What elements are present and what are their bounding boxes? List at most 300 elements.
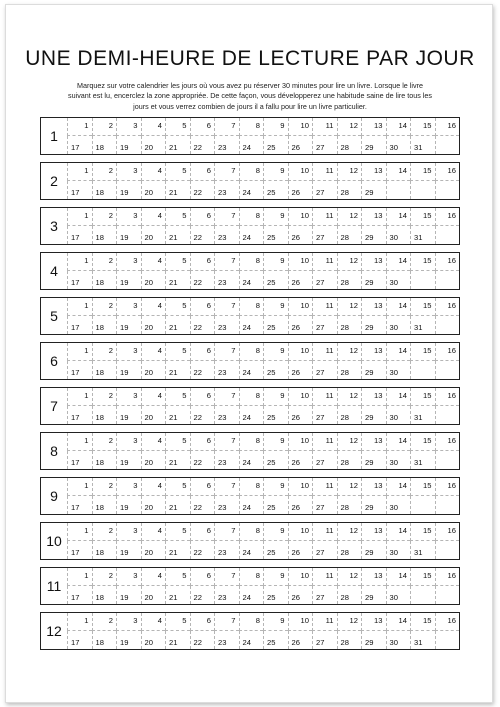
day-cell[interactable]: 19 bbox=[116, 496, 141, 514]
day-cell[interactable]: 20 bbox=[141, 586, 166, 604]
day-cell[interactable]: 27 bbox=[312, 316, 337, 334]
day-cell[interactable]: 22 bbox=[190, 451, 215, 469]
day-cell[interactable]: 18 bbox=[92, 406, 117, 424]
day-cell[interactable]: 11 bbox=[312, 433, 337, 451]
day-cell[interactable]: 11 bbox=[312, 613, 337, 631]
day-cell[interactable]: 24 bbox=[239, 451, 264, 469]
day-cell[interactable]: 9 bbox=[263, 208, 288, 226]
day-cell[interactable]: 19 bbox=[116, 631, 141, 649]
day-cell[interactable]: 31 bbox=[410, 451, 435, 469]
day-cell[interactable]: 13 bbox=[361, 478, 386, 496]
day-cell[interactable]: 6 bbox=[190, 208, 215, 226]
day-cell[interactable]: 18 bbox=[92, 496, 117, 514]
day-cell[interactable]: 5 bbox=[165, 388, 190, 406]
day-cell[interactable]: 20 bbox=[141, 226, 166, 244]
day-cell[interactable]: 3 bbox=[116, 568, 141, 586]
day-cell[interactable]: 3 bbox=[116, 118, 141, 136]
day-cell[interactable]: 15 bbox=[410, 388, 435, 406]
day-cell[interactable]: 19 bbox=[116, 541, 141, 559]
day-cell[interactable]: 19 bbox=[116, 181, 141, 199]
day-cell[interactable]: 7 bbox=[214, 253, 239, 271]
day-cell[interactable]: 29 bbox=[361, 316, 386, 334]
day-cell[interactable]: 31 bbox=[410, 316, 435, 334]
day-cell[interactable]: 23 bbox=[214, 361, 239, 379]
day-cell[interactable] bbox=[410, 361, 435, 379]
day-cell[interactable]: 29 bbox=[361, 541, 386, 559]
day-cell[interactable]: 26 bbox=[288, 181, 313, 199]
day-cell[interactable]: 11 bbox=[312, 523, 337, 541]
day-cell[interactable]: 20 bbox=[141, 181, 166, 199]
day-cell[interactable]: 27 bbox=[312, 406, 337, 424]
day-cell[interactable]: 24 bbox=[239, 496, 264, 514]
day-cell[interactable]: 24 bbox=[239, 586, 264, 604]
day-cell[interactable]: 14 bbox=[386, 208, 411, 226]
day-cell[interactable] bbox=[435, 136, 460, 154]
day-cell[interactable]: 10 bbox=[288, 478, 313, 496]
day-cell[interactable]: 27 bbox=[312, 136, 337, 154]
day-cell[interactable]: 13 bbox=[361, 568, 386, 586]
day-cell[interactable]: 1 bbox=[67, 208, 92, 226]
day-cell[interactable]: 4 bbox=[141, 433, 166, 451]
day-cell[interactable]: 17 bbox=[67, 316, 92, 334]
day-cell[interactable]: 23 bbox=[214, 631, 239, 649]
day-cell[interactable]: 14 bbox=[386, 523, 411, 541]
day-cell[interactable]: 13 bbox=[361, 343, 386, 361]
day-cell[interactable] bbox=[410, 271, 435, 289]
day-cell[interactable]: 14 bbox=[386, 388, 411, 406]
day-cell[interactable]: 20 bbox=[141, 451, 166, 469]
day-cell[interactable]: 22 bbox=[190, 541, 215, 559]
day-cell[interactable]: 17 bbox=[67, 451, 92, 469]
day-cell[interactable]: 11 bbox=[312, 163, 337, 181]
day-cell[interactable]: 15 bbox=[410, 433, 435, 451]
day-cell[interactable]: 13 bbox=[361, 163, 386, 181]
day-cell[interactable]: 17 bbox=[67, 361, 92, 379]
day-cell[interactable]: 11 bbox=[312, 478, 337, 496]
day-cell[interactable]: 4 bbox=[141, 253, 166, 271]
day-cell[interactable]: 22 bbox=[190, 316, 215, 334]
day-cell[interactable]: 6 bbox=[190, 343, 215, 361]
day-cell[interactable]: 26 bbox=[288, 496, 313, 514]
day-cell[interactable] bbox=[410, 586, 435, 604]
day-cell[interactable]: 1 bbox=[67, 613, 92, 631]
day-cell[interactable]: 7 bbox=[214, 613, 239, 631]
day-cell[interactable]: 31 bbox=[410, 541, 435, 559]
day-cell[interactable]: 15 bbox=[410, 163, 435, 181]
day-cell[interactable]: 10 bbox=[288, 613, 313, 631]
day-cell[interactable]: 5 bbox=[165, 478, 190, 496]
day-cell[interactable]: 26 bbox=[288, 586, 313, 604]
day-cell[interactable]: 2 bbox=[92, 298, 117, 316]
day-cell[interactable]: 17 bbox=[67, 631, 92, 649]
day-cell[interactable]: 20 bbox=[141, 316, 166, 334]
day-cell[interactable]: 24 bbox=[239, 136, 264, 154]
day-cell[interactable]: 10 bbox=[288, 118, 313, 136]
day-cell[interactable]: 20 bbox=[141, 406, 166, 424]
day-cell[interactable]: 21 bbox=[165, 136, 190, 154]
day-cell[interactable]: 2 bbox=[92, 208, 117, 226]
day-cell[interactable]: 10 bbox=[288, 433, 313, 451]
day-cell[interactable]: 23 bbox=[214, 451, 239, 469]
day-cell[interactable]: 28 bbox=[337, 496, 362, 514]
day-cell[interactable]: 29 bbox=[361, 451, 386, 469]
day-cell[interactable]: 8 bbox=[239, 523, 264, 541]
day-cell[interactable]: 10 bbox=[288, 208, 313, 226]
day-cell[interactable]: 19 bbox=[116, 271, 141, 289]
day-cell[interactable]: 25 bbox=[263, 406, 288, 424]
day-cell[interactable]: 5 bbox=[165, 118, 190, 136]
day-cell[interactable]: 2 bbox=[92, 523, 117, 541]
day-cell[interactable]: 1 bbox=[67, 163, 92, 181]
day-cell[interactable]: 18 bbox=[92, 226, 117, 244]
day-cell[interactable]: 21 bbox=[165, 406, 190, 424]
day-cell[interactable]: 3 bbox=[116, 433, 141, 451]
day-cell[interactable]: 2 bbox=[92, 478, 117, 496]
day-cell[interactable]: 30 bbox=[386, 316, 411, 334]
day-cell[interactable]: 30 bbox=[386, 631, 411, 649]
day-cell[interactable]: 18 bbox=[92, 631, 117, 649]
day-cell[interactable]: 7 bbox=[214, 208, 239, 226]
day-cell[interactable]: 13 bbox=[361, 298, 386, 316]
day-cell[interactable]: 13 bbox=[361, 208, 386, 226]
day-cell[interactable]: 23 bbox=[214, 136, 239, 154]
day-cell[interactable]: 24 bbox=[239, 631, 264, 649]
day-cell[interactable]: 9 bbox=[263, 163, 288, 181]
day-cell[interactable]: 16 bbox=[435, 343, 460, 361]
day-cell[interactable]: 2 bbox=[92, 253, 117, 271]
day-cell[interactable]: 6 bbox=[190, 163, 215, 181]
day-cell[interactable]: 26 bbox=[288, 451, 313, 469]
day-cell[interactable]: 30 bbox=[386, 586, 411, 604]
day-cell[interactable]: 16 bbox=[435, 163, 460, 181]
day-cell[interactable]: 8 bbox=[239, 478, 264, 496]
day-cell[interactable] bbox=[435, 271, 460, 289]
day-cell[interactable]: 18 bbox=[92, 181, 117, 199]
day-cell[interactable]: 25 bbox=[263, 496, 288, 514]
day-cell[interactable]: 25 bbox=[263, 451, 288, 469]
day-cell[interactable]: 9 bbox=[263, 253, 288, 271]
day-cell[interactable]: 21 bbox=[165, 496, 190, 514]
day-cell[interactable]: 29 bbox=[361, 181, 386, 199]
day-cell[interactable]: 2 bbox=[92, 613, 117, 631]
day-cell[interactable]: 24 bbox=[239, 361, 264, 379]
day-cell[interactable]: 1 bbox=[67, 478, 92, 496]
day-cell[interactable]: 4 bbox=[141, 613, 166, 631]
day-cell[interactable]: 12 bbox=[337, 343, 362, 361]
day-cell[interactable]: 22 bbox=[190, 226, 215, 244]
day-cell[interactable]: 24 bbox=[239, 226, 264, 244]
day-cell[interactable]: 24 bbox=[239, 271, 264, 289]
day-cell[interactable]: 8 bbox=[239, 568, 264, 586]
day-cell[interactable]: 21 bbox=[165, 541, 190, 559]
day-cell[interactable]: 7 bbox=[214, 118, 239, 136]
day-cell[interactable]: 2 bbox=[92, 163, 117, 181]
day-cell[interactable] bbox=[435, 496, 460, 514]
day-cell[interactable]: 4 bbox=[141, 568, 166, 586]
day-cell[interactable]: 30 bbox=[386, 541, 411, 559]
day-cell[interactable]: 24 bbox=[239, 181, 264, 199]
day-cell[interactable]: 8 bbox=[239, 388, 264, 406]
day-cell[interactable]: 5 bbox=[165, 298, 190, 316]
day-cell[interactable]: 20 bbox=[141, 496, 166, 514]
day-cell[interactable]: 22 bbox=[190, 586, 215, 604]
day-cell[interactable]: 21 bbox=[165, 631, 190, 649]
day-cell[interactable]: 22 bbox=[190, 361, 215, 379]
day-cell[interactable]: 1 bbox=[67, 433, 92, 451]
day-cell[interactable]: 4 bbox=[141, 163, 166, 181]
day-cell[interactable]: 28 bbox=[337, 451, 362, 469]
day-cell[interactable]: 28 bbox=[337, 586, 362, 604]
day-cell[interactable]: 25 bbox=[263, 541, 288, 559]
day-cell[interactable]: 11 bbox=[312, 343, 337, 361]
day-cell[interactable]: 13 bbox=[361, 253, 386, 271]
day-cell[interactable]: 7 bbox=[214, 433, 239, 451]
day-cell[interactable]: 18 bbox=[92, 271, 117, 289]
day-cell[interactable]: 3 bbox=[116, 253, 141, 271]
day-cell[interactable]: 21 bbox=[165, 586, 190, 604]
day-cell[interactable]: 15 bbox=[410, 118, 435, 136]
day-cell[interactable]: 29 bbox=[361, 361, 386, 379]
day-cell[interactable] bbox=[386, 181, 411, 199]
day-cell[interactable]: 13 bbox=[361, 118, 386, 136]
day-cell[interactable]: 16 bbox=[435, 523, 460, 541]
day-cell[interactable]: 27 bbox=[312, 271, 337, 289]
day-cell[interactable]: 22 bbox=[190, 406, 215, 424]
day-cell[interactable]: 26 bbox=[288, 361, 313, 379]
day-cell[interactable]: 4 bbox=[141, 118, 166, 136]
day-cell[interactable] bbox=[435, 361, 460, 379]
day-cell[interactable]: 15 bbox=[410, 568, 435, 586]
day-cell[interactable]: 20 bbox=[141, 631, 166, 649]
day-cell[interactable]: 14 bbox=[386, 568, 411, 586]
day-cell[interactable]: 11 bbox=[312, 388, 337, 406]
day-cell[interactable]: 25 bbox=[263, 586, 288, 604]
day-cell[interactable]: 4 bbox=[141, 343, 166, 361]
day-cell[interactable]: 29 bbox=[361, 631, 386, 649]
day-cell[interactable]: 12 bbox=[337, 613, 362, 631]
day-cell[interactable] bbox=[435, 406, 460, 424]
day-cell[interactable] bbox=[435, 181, 460, 199]
day-cell[interactable]: 2 bbox=[92, 433, 117, 451]
day-cell[interactable]: 30 bbox=[386, 226, 411, 244]
day-cell[interactable]: 15 bbox=[410, 343, 435, 361]
day-cell[interactable] bbox=[410, 181, 435, 199]
day-cell[interactable]: 22 bbox=[190, 271, 215, 289]
day-cell[interactable]: 10 bbox=[288, 298, 313, 316]
day-cell[interactable]: 23 bbox=[214, 181, 239, 199]
day-cell[interactable]: 21 bbox=[165, 361, 190, 379]
day-cell[interactable]: 16 bbox=[435, 253, 460, 271]
day-cell[interactable]: 21 bbox=[165, 316, 190, 334]
day-cell[interactable]: 28 bbox=[337, 406, 362, 424]
day-cell[interactable]: 3 bbox=[116, 208, 141, 226]
day-cell[interactable]: 11 bbox=[312, 568, 337, 586]
day-cell[interactable]: 24 bbox=[239, 541, 264, 559]
day-cell[interactable]: 7 bbox=[214, 298, 239, 316]
day-cell[interactable] bbox=[435, 586, 460, 604]
day-cell[interactable]: 8 bbox=[239, 433, 264, 451]
day-cell[interactable]: 7 bbox=[214, 343, 239, 361]
day-cell[interactable]: 9 bbox=[263, 118, 288, 136]
day-cell[interactable]: 3 bbox=[116, 298, 141, 316]
day-cell[interactable]: 31 bbox=[410, 406, 435, 424]
day-cell[interactable]: 27 bbox=[312, 586, 337, 604]
day-cell[interactable]: 9 bbox=[263, 568, 288, 586]
day-cell[interactable]: 4 bbox=[141, 478, 166, 496]
day-cell[interactable]: 4 bbox=[141, 298, 166, 316]
day-cell[interactable]: 17 bbox=[67, 181, 92, 199]
day-cell[interactable]: 3 bbox=[116, 163, 141, 181]
day-cell[interactable]: 14 bbox=[386, 478, 411, 496]
day-cell[interactable]: 14 bbox=[386, 118, 411, 136]
day-cell[interactable]: 15 bbox=[410, 523, 435, 541]
day-cell[interactable]: 25 bbox=[263, 316, 288, 334]
day-cell[interactable]: 5 bbox=[165, 253, 190, 271]
day-cell[interactable]: 6 bbox=[190, 388, 215, 406]
day-cell[interactable]: 5 bbox=[165, 613, 190, 631]
day-cell[interactable]: 26 bbox=[288, 541, 313, 559]
day-cell[interactable]: 14 bbox=[386, 343, 411, 361]
day-cell[interactable]: 16 bbox=[435, 568, 460, 586]
day-cell[interactable]: 9 bbox=[263, 613, 288, 631]
day-cell[interactable]: 20 bbox=[141, 271, 166, 289]
day-cell[interactable]: 12 bbox=[337, 568, 362, 586]
day-cell[interactable]: 23 bbox=[214, 226, 239, 244]
day-cell[interactable]: 15 bbox=[410, 613, 435, 631]
day-cell[interactable]: 30 bbox=[386, 496, 411, 514]
day-cell[interactable]: 23 bbox=[214, 406, 239, 424]
day-cell[interactable]: 1 bbox=[67, 568, 92, 586]
day-cell[interactable]: 30 bbox=[386, 361, 411, 379]
day-cell[interactable]: 13 bbox=[361, 388, 386, 406]
day-cell[interactable]: 22 bbox=[190, 496, 215, 514]
day-cell[interactable]: 8 bbox=[239, 118, 264, 136]
day-cell[interactable]: 31 bbox=[410, 136, 435, 154]
day-cell[interactable]: 12 bbox=[337, 118, 362, 136]
day-cell[interactable] bbox=[435, 631, 460, 649]
day-cell[interactable]: 10 bbox=[288, 388, 313, 406]
day-cell[interactable] bbox=[435, 541, 460, 559]
day-cell[interactable]: 28 bbox=[337, 136, 362, 154]
day-cell[interactable] bbox=[410, 496, 435, 514]
day-cell[interactable]: 6 bbox=[190, 478, 215, 496]
day-cell[interactable]: 15 bbox=[410, 298, 435, 316]
day-cell[interactable]: 19 bbox=[116, 316, 141, 334]
day-cell[interactable]: 25 bbox=[263, 631, 288, 649]
day-cell[interactable]: 20 bbox=[141, 361, 166, 379]
day-cell[interactable]: 22 bbox=[190, 181, 215, 199]
day-cell[interactable]: 7 bbox=[214, 568, 239, 586]
day-cell[interactable]: 9 bbox=[263, 343, 288, 361]
day-cell[interactable]: 8 bbox=[239, 613, 264, 631]
day-cell[interactable]: 11 bbox=[312, 298, 337, 316]
day-cell[interactable]: 11 bbox=[312, 253, 337, 271]
day-cell[interactable]: 19 bbox=[116, 136, 141, 154]
day-cell[interactable]: 12 bbox=[337, 208, 362, 226]
day-cell[interactable]: 19 bbox=[116, 586, 141, 604]
day-cell[interactable]: 12 bbox=[337, 478, 362, 496]
day-cell[interactable]: 7 bbox=[214, 478, 239, 496]
day-cell[interactable]: 10 bbox=[288, 568, 313, 586]
day-cell[interactable] bbox=[435, 226, 460, 244]
day-cell[interactable]: 28 bbox=[337, 181, 362, 199]
day-cell[interactable]: 23 bbox=[214, 586, 239, 604]
day-cell[interactable]: 4 bbox=[141, 208, 166, 226]
day-cell[interactable]: 20 bbox=[141, 541, 166, 559]
day-cell[interactable]: 29 bbox=[361, 496, 386, 514]
day-cell[interactable]: 6 bbox=[190, 568, 215, 586]
day-cell[interactable]: 19 bbox=[116, 361, 141, 379]
day-cell[interactable]: 25 bbox=[263, 136, 288, 154]
day-cell[interactable]: 18 bbox=[92, 586, 117, 604]
day-cell[interactable]: 9 bbox=[263, 478, 288, 496]
day-cell[interactable]: 26 bbox=[288, 271, 313, 289]
day-cell[interactable]: 11 bbox=[312, 118, 337, 136]
day-cell[interactable]: 31 bbox=[410, 631, 435, 649]
day-cell[interactable]: 12 bbox=[337, 253, 362, 271]
day-cell[interactable]: 29 bbox=[361, 271, 386, 289]
day-cell[interactable]: 18 bbox=[92, 136, 117, 154]
day-cell[interactable]: 1 bbox=[67, 343, 92, 361]
day-cell[interactable]: 14 bbox=[386, 298, 411, 316]
day-cell[interactable]: 8 bbox=[239, 253, 264, 271]
day-cell[interactable]: 17 bbox=[67, 541, 92, 559]
day-cell[interactable] bbox=[435, 316, 460, 334]
day-cell[interactable]: 1 bbox=[67, 118, 92, 136]
day-cell[interactable]: 15 bbox=[410, 478, 435, 496]
day-cell[interactable]: 14 bbox=[386, 613, 411, 631]
day-cell[interactable]: 18 bbox=[92, 541, 117, 559]
day-cell[interactable]: 1 bbox=[67, 523, 92, 541]
day-cell[interactable]: 10 bbox=[288, 163, 313, 181]
day-cell[interactable] bbox=[435, 451, 460, 469]
day-cell[interactable]: 23 bbox=[214, 316, 239, 334]
day-cell[interactable]: 27 bbox=[312, 451, 337, 469]
day-cell[interactable]: 28 bbox=[337, 541, 362, 559]
day-cell[interactable]: 3 bbox=[116, 388, 141, 406]
day-cell[interactable]: 21 bbox=[165, 451, 190, 469]
day-cell[interactable]: 29 bbox=[361, 586, 386, 604]
day-cell[interactable]: 17 bbox=[67, 496, 92, 514]
day-cell[interactable]: 27 bbox=[312, 541, 337, 559]
day-cell[interactable]: 24 bbox=[239, 316, 264, 334]
day-cell[interactable]: 29 bbox=[361, 136, 386, 154]
day-cell[interactable]: 8 bbox=[239, 343, 264, 361]
day-cell[interactable]: 9 bbox=[263, 433, 288, 451]
day-cell[interactable]: 6 bbox=[190, 523, 215, 541]
day-cell[interactable]: 16 bbox=[435, 433, 460, 451]
day-cell[interactable]: 14 bbox=[386, 253, 411, 271]
day-cell[interactable]: 12 bbox=[337, 163, 362, 181]
day-cell[interactable]: 9 bbox=[263, 298, 288, 316]
day-cell[interactable]: 7 bbox=[214, 388, 239, 406]
day-cell[interactable]: 27 bbox=[312, 226, 337, 244]
day-cell[interactable]: 3 bbox=[116, 613, 141, 631]
day-cell[interactable]: 26 bbox=[288, 631, 313, 649]
day-cell[interactable]: 8 bbox=[239, 163, 264, 181]
day-cell[interactable]: 13 bbox=[361, 523, 386, 541]
day-cell[interactable]: 5 bbox=[165, 433, 190, 451]
day-cell[interactable]: 12 bbox=[337, 523, 362, 541]
day-cell[interactable]: 4 bbox=[141, 388, 166, 406]
day-cell[interactable]: 1 bbox=[67, 388, 92, 406]
day-cell[interactable]: 3 bbox=[116, 523, 141, 541]
day-cell[interactable]: 17 bbox=[67, 136, 92, 154]
day-cell[interactable]: 28 bbox=[337, 631, 362, 649]
day-cell[interactable]: 14 bbox=[386, 163, 411, 181]
day-cell[interactable]: 7 bbox=[214, 163, 239, 181]
day-cell[interactable]: 26 bbox=[288, 316, 313, 334]
